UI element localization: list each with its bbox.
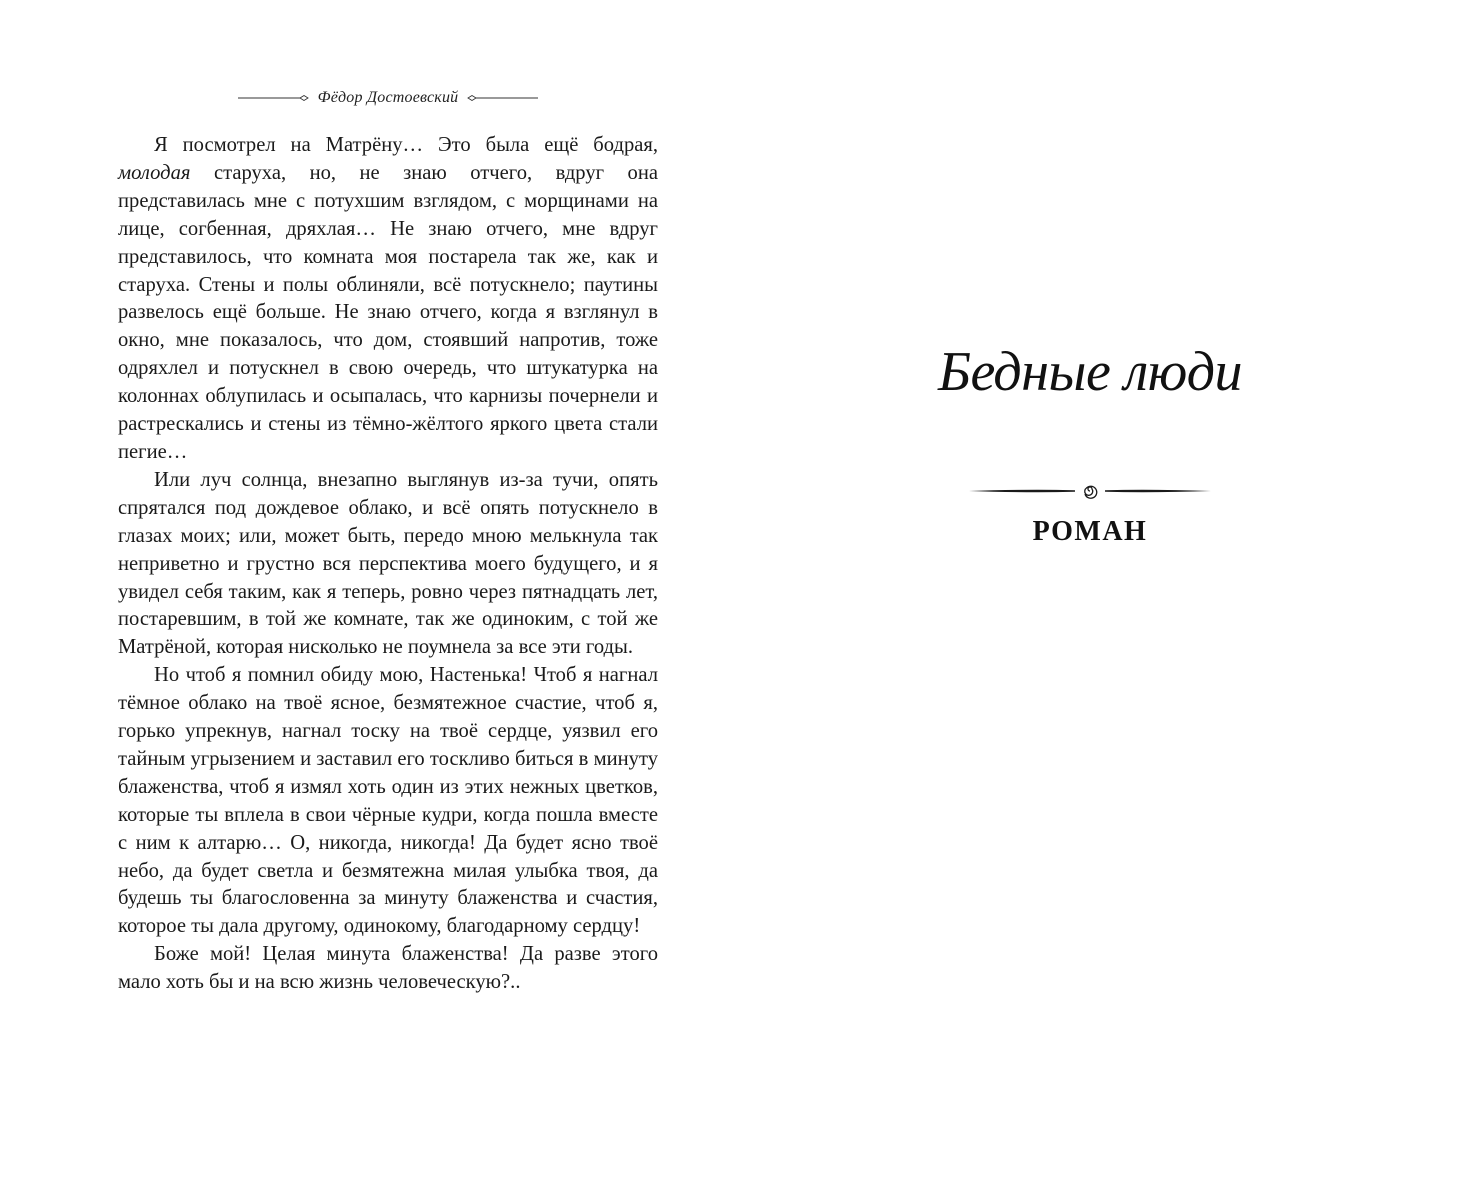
book-genre: РОМАН: [1032, 516, 1148, 547]
paragraph-2: Или луч солнца, внезапно выглянув из-за тучи, опять спрятался под дождевое облако, и всё опять потускнело в глазах моих; или, может быть, передо мною мелькнула так неприветно и грустно вся перспектива моего будущего, и я увидел себя таким, как я теперь, ровно через пятнадцать лет, постаревшим, в той же комнате, так же одиноким, с той же Матрёной, которая нисколько не поумнела за все эти годы.: [118, 468, 658, 659]
paragraph-4: Боже мой! Целая минута блаженства! Да разве этого мало хоть бы и на всю жизнь человеческую?..: [118, 943, 658, 994]
body-text: [118, 132, 658, 997]
paragraph-1-after: старуха, но, не знаю отчего, вдруг она представилась мне с потухшим взглядом, с морщинами на лице, согбенная, дряхлая… Не знаю отчего, мне вдруг представилось, что комната моя постарела так же, как и старуха. Стены и полы облиняли, всё потускнело; паутины развелось ещё больше. Не знаю отчего, когда я взглянул в окно, мне показалось, что дом, стоявший напротив, тоже одряхлел и потускнел в свою очередь, что штукатурка на колоннах облупилась и осыпалась, что карнизы почернели и растрескались и стены из тёмно-жёлтого яркого цвета стали пегие…: [118, 161, 658, 463]
right-page: [737, 0, 1474, 1190]
paragraph-1-emphasis: молодая: [118, 161, 191, 184]
title-ornament-divider: [967, 480, 1213, 502]
paragraph-3: Но чтоб я помнил обиду мою, Настенька! Чтоб я нагнал тёмное облако на твоё ясное, безмятежное счастие, чтоб я, горько упрекнув, нагнал тоску на твоё сердце, уязвил его тайным угрызением и заставил его тоскливо биться в минуту блаженства, чтоб я измял хоть один из этих нежных цветков, которые ты вплела в свои чёрные кудри, когда пошла вместе с ним к алтарю… О, никогда, никогда! Да будет ясно твоё небо, да будет светла и безмятежна милая улыбка твоя, да будешь ты благословенна за минуту блаженства и счастия, которое ты дала другому, одинокому, благодарному сердцу!: [118, 664, 658, 938]
paragraph-1-before: Я посмотрел на Матрёну… Это была ещё бодрая,: [154, 134, 658, 156]
running-head-left-rule: [238, 93, 310, 103]
paragraph-1: [118, 132, 658, 467]
book-title: Бедные люди: [937, 341, 1243, 403]
running-head-right-rule: [466, 93, 538, 103]
running-head: [118, 84, 658, 112]
running-head-author: Фёдор Достоевский: [317, 89, 459, 106]
